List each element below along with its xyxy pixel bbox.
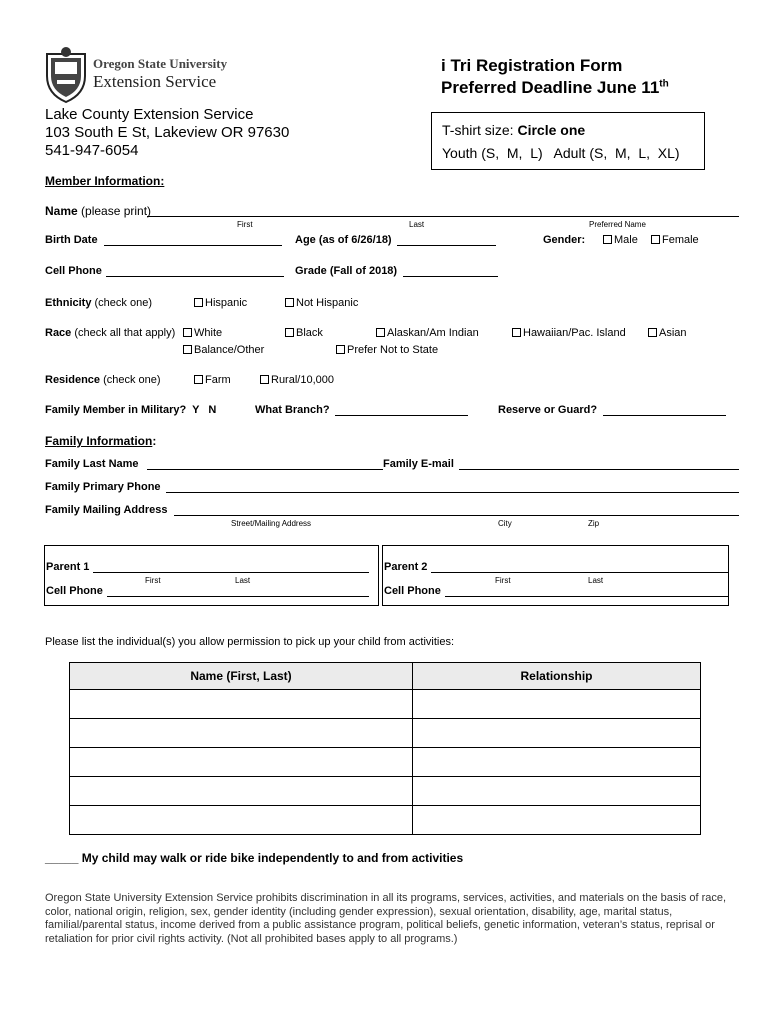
age-label: Age (as of 6/26/18) xyxy=(295,234,392,246)
residence-rural-label: Rural/10,000 xyxy=(271,374,334,386)
tshirt-box xyxy=(431,112,705,170)
branch-field[interactable] xyxy=(335,403,468,416)
tshirt-label-row xyxy=(442,122,585,138)
military-label: Family Member in Military? Y N xyxy=(45,404,217,416)
tshirt-instruction: Circle one xyxy=(517,122,586,138)
checkbox-icon[interactable] xyxy=(194,298,203,307)
race-prefer-not[interactable] xyxy=(336,344,438,356)
race-black-label: Black xyxy=(296,327,323,339)
logo-service: Extension Service xyxy=(93,72,217,91)
ethnicity-hint: (check one) xyxy=(91,297,152,309)
race-white[interactable] xyxy=(183,327,222,339)
pickup-name-cell[interactable] xyxy=(70,806,413,835)
name-sub-last: Last xyxy=(409,220,425,229)
name-sub-preferred: Preferred Name xyxy=(589,220,646,229)
name-sub-first: First xyxy=(237,220,253,229)
family-heading-colon: : xyxy=(152,434,157,448)
age-field[interactable] xyxy=(397,233,496,246)
logo-university: Oregon State University xyxy=(93,56,228,71)
race-white-label: White xyxy=(194,327,223,339)
pickup-table xyxy=(69,662,701,835)
office-address: 103 South E St, Lakeview OR 97630 xyxy=(45,124,290,141)
parent-2-box xyxy=(382,545,729,606)
gender-male-label: Male xyxy=(614,234,638,246)
race-balance-label: Balance/Other xyxy=(194,344,265,356)
checkbox-icon[interactable] xyxy=(376,328,385,337)
family-mailing-field[interactable] xyxy=(174,503,739,516)
pickup-col-relationship: Relationship xyxy=(413,663,701,690)
name-field[interactable] xyxy=(147,203,739,217)
checkbox-icon[interactable] xyxy=(651,235,660,244)
name-hint: (please print) xyxy=(77,204,152,218)
ethnicity-row xyxy=(45,297,152,309)
parent-1-sub-first: First xyxy=(145,576,161,585)
tshirt-options[interactable]: Youth (S, M, L) Adult (S, M, L, XL) xyxy=(442,145,680,161)
parent-1-cell-label: Cell Phone xyxy=(46,585,103,597)
parent-2-cell-field[interactable] xyxy=(445,584,728,597)
checkbox-icon[interactable] xyxy=(183,345,192,354)
race-hint: (check all that apply) xyxy=(71,327,176,339)
parent-1-field[interactable] xyxy=(93,560,369,573)
residence-row xyxy=(45,374,161,386)
grade-field[interactable] xyxy=(403,264,498,277)
ethnicity-hispanic-label: Hispanic xyxy=(205,297,248,309)
nondiscrimination-statement: Oregon State University Extension Service prohibits discrimination in all its programs, services, activities, and materials on the basis of race, color, national origin, religion, sex, gender identity (including gender expression), sexual orientation, disability, age, marital status, familial/parental status, income derived from a public assistance program, political beliefs, genetic information, veteran’s status, reprisal or retaliation for prior civil rights activity. (Not all prohibited bases apply to all programs.) xyxy=(45,892,727,945)
branch-label: What Branch? xyxy=(255,404,330,416)
table-row xyxy=(70,806,701,835)
office-info xyxy=(45,106,289,160)
parent-1-label: Parent 1 xyxy=(46,561,90,573)
parent-2-field[interactable] xyxy=(431,560,728,573)
osu-logo xyxy=(43,46,243,106)
family-email-field[interactable] xyxy=(459,457,739,470)
family-heading-text: Family Information xyxy=(45,434,153,448)
checkbox-icon[interactable] xyxy=(603,235,612,244)
walk-statement xyxy=(45,851,463,865)
office-name: Lake County Extension Service xyxy=(45,106,254,123)
ethnicity-not-hispanic[interactable] xyxy=(285,297,358,309)
gender-label: Gender: xyxy=(543,234,586,246)
race-hawaiian-label: Hawaiian/Pac. Island xyxy=(523,327,626,339)
race-hawaiian[interactable] xyxy=(512,327,626,339)
reserve-field[interactable] xyxy=(603,403,726,416)
table-row xyxy=(70,690,701,719)
parent-1-cell-field[interactable] xyxy=(107,584,369,597)
family-last-field[interactable] xyxy=(147,457,383,470)
table-row xyxy=(70,748,701,777)
checkbox-icon[interactable] xyxy=(285,328,294,337)
family-email-label: Family E-mail xyxy=(383,458,454,470)
family-last-label: Family Last Name xyxy=(45,458,139,470)
checkbox-icon[interactable] xyxy=(260,375,269,384)
birth-date-field[interactable] xyxy=(104,233,282,246)
mailing-sub-city: City xyxy=(498,519,512,528)
pickup-name-cell[interactable] xyxy=(70,748,413,777)
gender-female-label: Female xyxy=(662,234,699,246)
ethnicity-hispanic[interactable] xyxy=(194,297,247,309)
name-label: Name xyxy=(45,204,78,218)
residence-label: Residence xyxy=(45,374,101,386)
residence-hint: (check one) xyxy=(100,374,161,386)
cell-phone-label: Cell Phone xyxy=(45,265,102,277)
gender-female-option[interactable] xyxy=(651,234,699,246)
pickup-relationship-cell[interactable] xyxy=(413,777,701,806)
checkbox-icon[interactable] xyxy=(285,298,294,307)
walk-blank[interactable]: _____ xyxy=(45,851,79,865)
pickup-name-cell[interactable] xyxy=(70,719,413,748)
race-row xyxy=(45,327,175,339)
residence-rural[interactable] xyxy=(260,374,334,386)
pickup-relationship-cell[interactable] xyxy=(413,748,701,777)
parent-1-sub-last: Last xyxy=(235,576,251,585)
checkbox-icon[interactable] xyxy=(183,328,192,337)
family-mailing-label: Family Mailing Address xyxy=(45,504,168,516)
pickup-col-name: Name (First, Last) xyxy=(70,663,413,690)
checkbox-icon[interactable] xyxy=(512,328,521,337)
name-row xyxy=(45,204,151,218)
race-balance-other[interactable] xyxy=(183,344,264,356)
parent-2-sub-last: Last xyxy=(588,576,604,585)
reserve-label: Reserve or Guard? xyxy=(498,404,598,416)
pickup-name-cell[interactable] xyxy=(70,690,413,719)
member-heading: Member Information: xyxy=(45,174,165,188)
gender-male-option[interactable] xyxy=(603,234,638,246)
cell-phone-field[interactable] xyxy=(106,264,284,277)
parent-2-cell-label: Cell Phone xyxy=(384,585,441,597)
office-phone: 541-947-6054 xyxy=(45,142,139,159)
pickup-relationship-cell[interactable] xyxy=(413,806,701,835)
race-black[interactable] xyxy=(285,327,323,339)
pickup-intro: Please list the individual(s) you allow permission to pick up your child from activities: xyxy=(45,636,455,648)
checkbox-icon[interactable] xyxy=(194,375,203,384)
table-row xyxy=(70,719,701,748)
osu-seal-icon xyxy=(43,46,89,104)
tshirt-label: T-shirt size: xyxy=(442,122,514,138)
race-asian-label: Asian xyxy=(659,327,687,339)
family-heading xyxy=(45,434,156,448)
pickup-relationship-cell[interactable] xyxy=(413,690,701,719)
checkbox-icon[interactable] xyxy=(648,328,657,337)
parent-2-sub-first: First xyxy=(495,576,511,585)
deadline-sup: th xyxy=(659,78,669,90)
family-phone-field[interactable] xyxy=(166,480,739,493)
ethnicity-label: Ethnicity xyxy=(45,297,92,309)
grade-label: Grade (Fall of 2018) xyxy=(295,265,398,277)
checkbox-icon[interactable] xyxy=(336,345,345,354)
ethnicity-not-hispanic-label: Not Hispanic xyxy=(296,297,359,309)
mailing-sub-street: Street/Mailing Address xyxy=(231,519,312,528)
pickup-name-cell[interactable] xyxy=(70,777,413,806)
parent-2-label: Parent 2 xyxy=(384,561,428,573)
deadline xyxy=(441,78,669,98)
race-prefer-not-label: Prefer Not to State xyxy=(347,344,439,356)
form-title: i Tri Registration Form xyxy=(441,56,623,75)
deadline-text: Preferred Deadline June 11 xyxy=(441,78,660,97)
race-alaskan-label: Alaskan/Am Indian xyxy=(387,327,479,339)
walk-text: My child may walk or ride bike independently to and from activities xyxy=(78,851,464,865)
race-label: Race xyxy=(45,327,72,339)
race-alaskan[interactable] xyxy=(376,327,479,339)
race-asian[interactable] xyxy=(648,327,687,339)
residence-farm[interactable] xyxy=(194,374,231,386)
pickup-relationship-cell[interactable] xyxy=(413,719,701,748)
birth-date-label: Birth Date xyxy=(45,234,98,246)
mailing-sub-zip: Zip xyxy=(588,519,600,528)
residence-farm-label: Farm xyxy=(205,374,231,386)
table-row xyxy=(70,777,701,806)
parent-1-box xyxy=(44,545,379,606)
family-phone-label: Family Primary Phone xyxy=(45,481,161,493)
